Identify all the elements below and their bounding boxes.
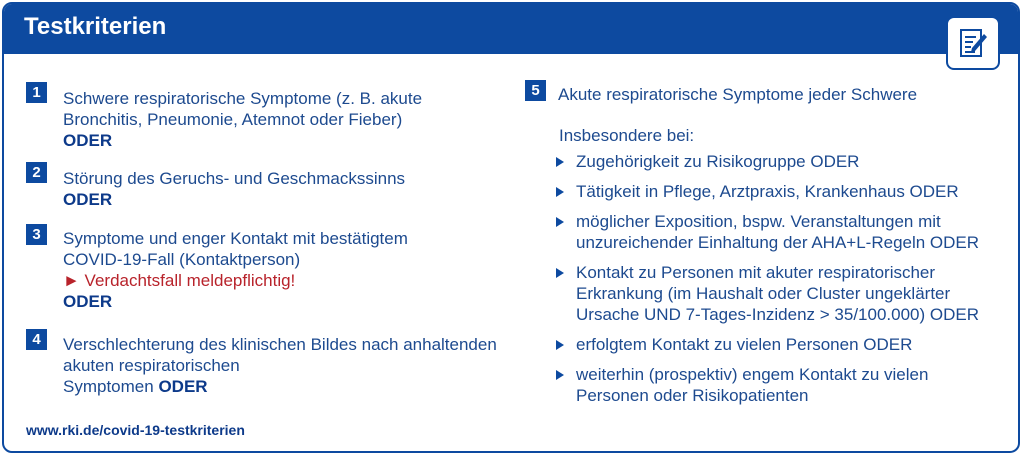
criterion-item-2 [63,168,405,210]
item-number-1: 1 [26,82,47,103]
bullet-triangle-icon [556,157,564,167]
bullet-list [554,151,1020,415]
criterion-item-1 [63,88,422,151]
criterion-2-oder: ODER [63,190,113,209]
criterion-5-line-1: Akute respiratorische Symptome jeder Schwere [558,85,918,104]
page-title: Testkriterien [24,13,167,40]
criterion-4-line-3: Symptomen [63,377,154,396]
suspected-case-alert: ► Verdachtsfall meldepflichtig! [63,271,296,290]
criterion-2-line-1: Störung des Geruchs- und Geschmackssinns [63,169,406,188]
clipboard-pen-icon [946,16,1000,70]
criterion-3-line-2: COVID-19-Fall (Kontaktperson) [63,250,301,269]
bullet-triangle-icon [556,217,564,227]
list-item: weiterhin (prospektiv) engem Kontakt zu vielen Personen oder Risikopatienten [554,364,1020,406]
item-number-5: 5 [525,80,546,101]
criterion-1-oder: ODER [63,131,113,150]
item-number-2: 2 [26,162,47,183]
list-item: Tätigkeit in Pflege, Arztpraxis, Krankenhaus ODER [554,181,1020,202]
bullet-triangle-icon [556,268,564,278]
criterion-3-oder: ODER [63,292,113,311]
criterion-5-intro: Insbesondere bei: [559,126,695,145]
criterion-4-line-1: Verschlechterung des klinischen Bildes nach anhaltenden [63,335,497,354]
criterion-item-5 [558,84,917,105]
header-bar [4,4,1018,54]
item-number-3: 3 [26,224,47,245]
criterion-1-line-1: Schwere respiratorische Symptome (z. B. akute [63,89,423,108]
criterion-4-line-2: akuten respiratorischen [63,356,240,375]
bullet-triangle-icon [556,370,564,380]
item-number-4: 4 [26,329,47,350]
criterion-1-line-2: Bronchitis, Pneumonie, Atemnot oder Fieber) [63,110,403,129]
criterion-item-4 [63,334,497,397]
criterion-4-oder: ODER [158,377,208,396]
bullet-triangle-icon [556,187,564,197]
list-item: Kontakt zu Personen mit akuter respiratorischer Erkrankung (im Haushalt oder Cluster ungeklärter Ursache UND 7-Tages-Inzidenz > 35/100.000) ODER [554,262,1020,325]
list-item: Zugehörigkeit zu Risikogruppe ODER [554,151,1020,172]
criterion-3-line-1: Symptome und enger Kontakt mit bestätigtem [63,229,408,248]
rki-testkriterien-link[interactable]: www.rki.de/covid-19-testkriterien [26,422,245,438]
bullet-triangle-icon [556,340,564,350]
list-item: erfolgtem Kontakt zu vielen Personen ODER [554,334,1020,355]
criteria-card [2,2,1020,453]
criterion-item-3 [63,228,408,312]
list-item: möglicher Exposition, bspw. Veranstaltungen mit unzureichender Einhaltung der AHA+L-Regeln ODER [554,211,1020,253]
